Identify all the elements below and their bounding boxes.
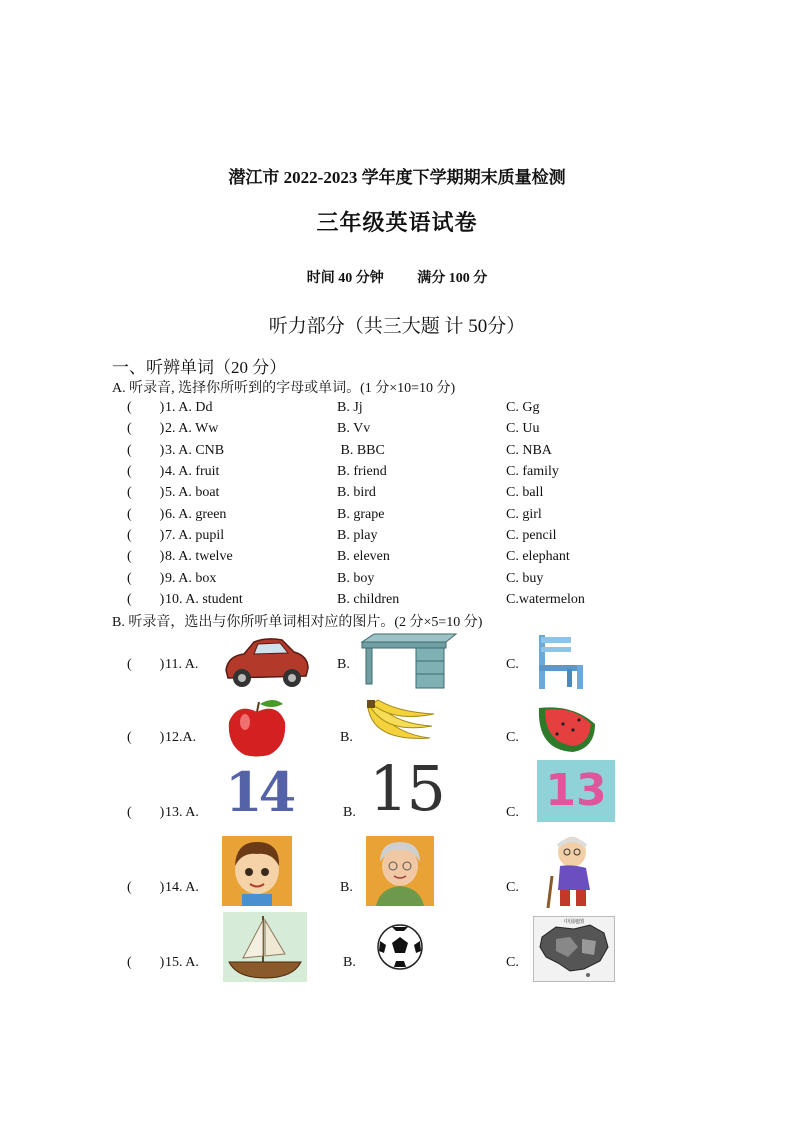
q15-answer-blank[interactable]: ( ) — [127, 955, 165, 970]
exam-time: 时间 40 分钟 — [306, 271, 384, 286]
map-picture — [533, 916, 615, 982]
q11-option-c-label: C. — [506, 657, 519, 672]
q2-option-a: 2. A. Ww — [165, 421, 219, 436]
map-label: 中国地图 — [563, 919, 584, 925]
q3-option-a: 3. A. CNB — [165, 443, 225, 458]
boat-picture — [223, 912, 307, 982]
q15-option-c-label: C. — [506, 955, 519, 970]
q15-option-a-label: 15. A. — [165, 955, 199, 970]
q14-option-c-label: C. — [506, 880, 519, 895]
q6-option-c: C. girl — [506, 507, 542, 522]
number-14-picture: 14 — [225, 760, 293, 824]
q1-option-c: C. Gg — [506, 400, 540, 415]
q5-answer-blank[interactable]: ( ) — [127, 485, 165, 500]
q10-option-b: B. children — [337, 592, 400, 607]
exam-title: 潜江市 2022-2023 学年度下学期期末质量检测 — [228, 168, 566, 187]
q13-option-c-label: C. — [506, 805, 519, 820]
exam-subtitle: 三年级英语试卷 — [316, 210, 478, 235]
q9-option-a: 9. A. box — [165, 571, 217, 586]
q2-answer-blank[interactable]: ( ) — [127, 421, 165, 436]
football-picture — [376, 923, 424, 971]
q14-option-b-label: B. — [340, 880, 353, 895]
q6-option-a: 6. A. green — [165, 507, 227, 522]
desk-picture — [360, 632, 458, 690]
q12-option-b-label: B. — [340, 730, 353, 745]
q5-option-a: 5. A. boat — [165, 485, 220, 500]
section-1-heading: 一、听辨单词（20 分） — [112, 358, 287, 377]
chair-picture — [533, 633, 589, 691]
q12-option-c-label: C. — [506, 730, 519, 745]
q10-option-c: C.watermelon — [506, 592, 585, 607]
q11-option-a-label: 11. A. — [165, 657, 199, 672]
q1-answer-blank[interactable]: ( ) — [127, 400, 165, 415]
banana-picture — [364, 698, 436, 752]
q7-option-b: B. play — [337, 528, 378, 543]
q5-option-c: C. ball — [506, 485, 544, 500]
boy-picture — [222, 836, 292, 906]
exam-meta — [0, 267, 794, 287]
q11-option-b-label: B. — [337, 657, 350, 672]
q12-option-a-label: 12.A. — [165, 730, 197, 745]
q7-option-a: 7. A. pupil — [165, 528, 225, 543]
watermelon-picture — [533, 694, 599, 756]
q4-option-b: B. friend — [337, 464, 387, 479]
q5-option-b: B. bird — [337, 485, 376, 500]
q7-answer-blank[interactable]: ( ) — [127, 528, 165, 543]
q6-option-b: B. grape — [337, 507, 385, 522]
q4-option-a: 4. A. fruit — [165, 464, 220, 479]
q3-option-b: B. BBC — [337, 443, 385, 458]
grandmother-picture — [366, 836, 434, 906]
part-b-instruction: B. 听录音，选出与你所听单词相对应的图片。(2 分×5=10 分) — [112, 615, 483, 630]
number-13-picture: 13 — [537, 760, 615, 822]
q8-option-a: 8. A. twelve — [165, 549, 233, 564]
q13-option-a-label: 13. A. — [165, 805, 199, 820]
q14-answer-blank[interactable]: ( ) — [127, 880, 165, 895]
q3-option-c: C. NBA — [506, 443, 552, 458]
q9-answer-blank[interactable]: ( ) — [127, 571, 165, 586]
q9-option-c: C. buy — [506, 571, 544, 586]
q4-answer-blank[interactable]: ( ) — [127, 464, 165, 479]
q13-option-b-label: B. — [343, 805, 356, 820]
q12-answer-blank[interactable]: ( ) — [127, 730, 165, 745]
number-15-picture: 15 — [369, 752, 444, 825]
listening-heading: 听力部分（共三大题 计 50分） — [268, 316, 526, 337]
q6-answer-blank[interactable]: ( ) — [127, 507, 165, 522]
china-map-icon — [534, 917, 614, 981]
q10-option-a: 10. A. student — [165, 592, 243, 607]
grandfather-picture — [540, 834, 602, 910]
q7-option-c: C. pencil — [506, 528, 557, 543]
q9-option-b: B. boy — [337, 571, 375, 586]
apple-picture — [225, 698, 289, 758]
q8-option-c: C. elephant — [506, 549, 570, 564]
q2-option-b: B. Vv — [337, 421, 371, 436]
q1-option-a: 1. A. Dd — [165, 400, 213, 415]
car-picture — [220, 634, 312, 690]
q15-option-b-label: B. — [343, 955, 356, 970]
part-a-instruction: A. 听录音, 选择你所听到的字母或单词。(1 分×10=10 分) — [112, 381, 456, 396]
exam-score: 满分 100 分 — [417, 271, 488, 286]
q8-answer-blank[interactable]: ( ) — [127, 549, 165, 564]
q3-answer-blank[interactable]: ( ) — [127, 443, 165, 458]
q4-option-c: C. family — [506, 464, 559, 479]
q14-option-a-label: 14. A. — [165, 880, 199, 895]
q8-option-b: B. eleven — [337, 549, 390, 564]
q11-answer-blank[interactable]: ( ) — [127, 657, 165, 672]
q2-option-c: C. Uu — [506, 421, 540, 436]
q10-answer-blank[interactable]: ( ) — [127, 592, 165, 607]
q1-option-b: B. Jj — [337, 400, 363, 415]
q13-answer-blank[interactable]: ( ) — [127, 805, 165, 820]
